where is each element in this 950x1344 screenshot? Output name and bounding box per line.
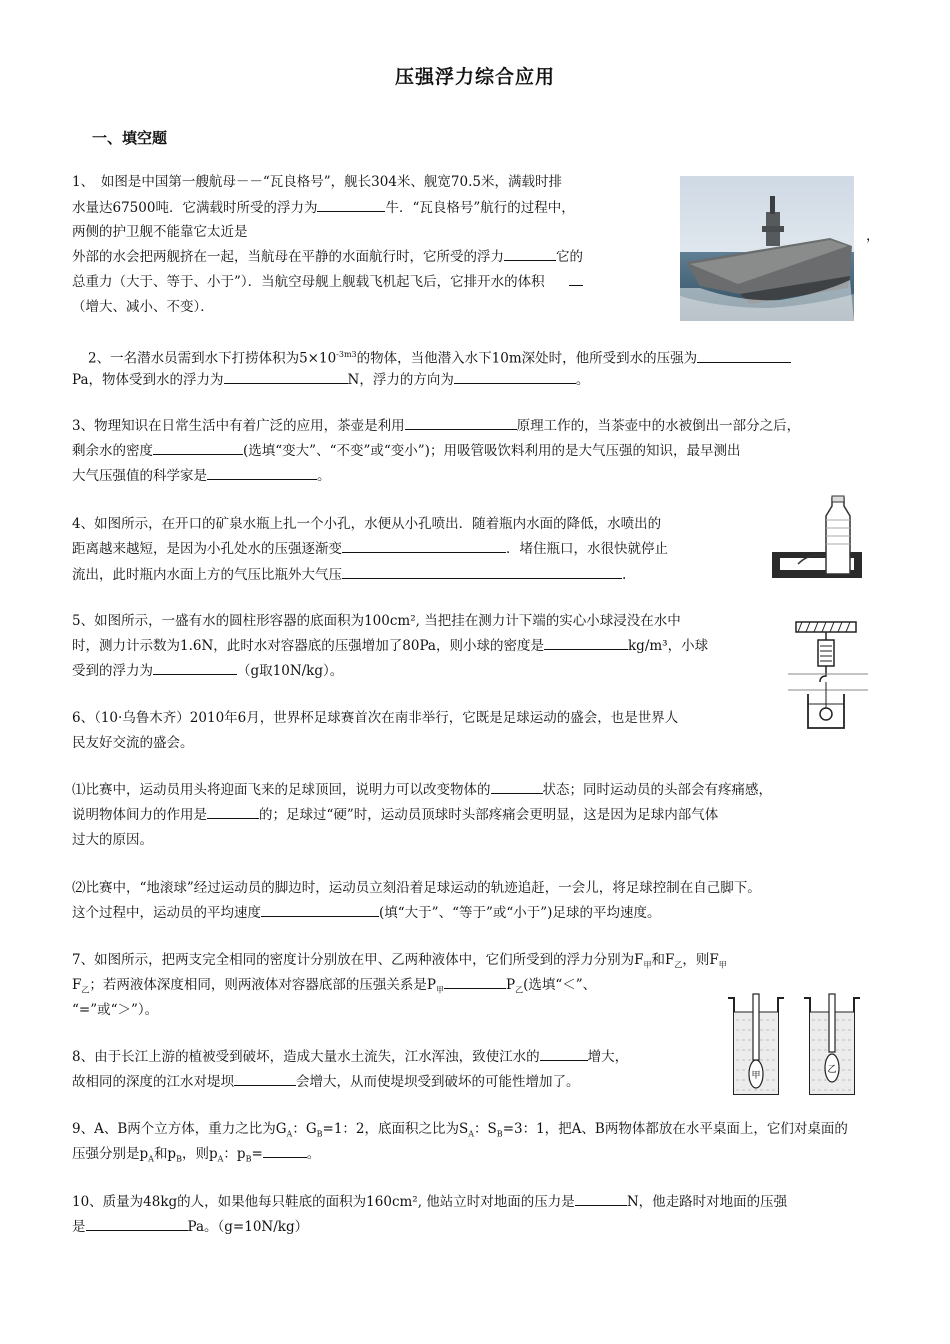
answer-blank[interactable]	[263, 1143, 307, 1158]
q6-line-2: 民友好交流的盛会。	[72, 735, 194, 751]
answer-blank[interactable]	[454, 369, 576, 384]
q3-line-1: 3、物理知识在日常生活中有着广泛的应用，茶壶是利用 原理工作的，当茶壶中的水被倒出一部分之后，	[72, 414, 800, 438]
q6-part-1-line-3: 过大的原因。	[72, 832, 153, 848]
answer-blank[interactable]	[342, 564, 622, 579]
page-title: 压强浮力综合应用	[394, 66, 555, 88]
aircraft-carrier-photo	[680, 176, 854, 321]
q1-line-3: 两侧的护卫舰不能靠它太近是	[72, 224, 248, 240]
answer-blank[interactable]	[540, 1046, 588, 1061]
q6-part-1-line-1: ⑴比赛中，运动员用头将迎面飞来的足球顶回，说明力可以改变物体的 状态；同时运动员的头部会有疼痛感，	[72, 778, 772, 802]
answer-blank[interactable]	[207, 465, 317, 480]
answer-blank[interactable]	[234, 1071, 296, 1086]
q2-line-2: Pa，物体受到水的浮力为 N，浮力的方向为 。	[72, 368, 589, 392]
q8-line-1: 8、由于长江上游的植被受到破坏，造成大量水土流失，江水浑浊，致使江水的 增大，	[72, 1045, 628, 1069]
answer-blank[interactable]	[491, 779, 543, 794]
container-label-b: 乙	[827, 1065, 837, 1075]
q9-line-1: 9、A、B两个立方体，重力之比为$G_A$：$G_B=1$：2，底面积之比为$S_A$：$S_B=3$：1，把A、B两物体都放在水平桌面上，它们对桌面的	[72, 1121, 848, 1139]
q1-line-4: 外部的水会把两舰挤在一起，当航母在平静的水面航行时，它所受的浮力 它的	[72, 245, 583, 269]
answer-blank[interactable]	[575, 1191, 627, 1206]
answer-blank[interactable]	[153, 440, 243, 455]
q5-line-3: 受到的浮力为 （g取10N/kg）。	[72, 659, 343, 683]
q4-line-3: 流出，此时瓶内水面上方的气压比瓶外大气压 .	[72, 563, 626, 587]
answer-blank[interactable]	[317, 197, 385, 212]
q10-line-1: 10、质量为48kg的人，如果他每只鞋底的面积为160cm², 他站立时对地面的压力是 N，他走路时对地面的压强	[72, 1190, 787, 1214]
answer-blank[interactable]	[697, 348, 791, 363]
q2-line-1: 2、一名潜水员需到水下打捞体积为$5\times 10^{-3m3}$的物体，当他潜入水下10m深处时，他所受到水的压强为	[88, 343, 791, 371]
q4-line-1: 4、如图所示，在开口的矿泉水瓶上扎一个小孔，水便从小孔喷出．随着瓶内水面的降低，水喷出的	[72, 516, 662, 532]
q1-comma: ，	[866, 228, 880, 244]
q1-line-6: （增大、减小、不变）．	[72, 299, 214, 315]
q1-line-2: 水量达67500吨．它满载时所受的浮力为 牛．“瓦良格号”航行的过程中，	[72, 196, 575, 220]
q5-line-1: 5、如图所示，一盛有水的圆柱形容器的底面积为100cm², 当把挂在测力计下端的实心小球浸没在水中	[72, 613, 681, 629]
q9-line-2: 压强分别是$p_A$和$p_B$，则$p_A$：$p_B=$ 。	[72, 1142, 320, 1172]
q1-line-5: 总重力（大于、等于、小于”）．当航空母舰上舰载飞机起飞后，它排开水的体积	[72, 270, 583, 294]
answer-blank[interactable]	[224, 369, 348, 384]
q6-part-2-line-2: 这个过程中，运动员的平均速度 (填“大于”、“等于”或“小于”)足球的平均速度。	[72, 901, 660, 925]
water-bottle-figure	[770, 494, 866, 582]
answer-blank[interactable]	[544, 635, 628, 650]
q6-line-1: 6、（10·乌鲁木齐）2010年6月，世界杯足球赛首次在南非举行，它既是足球运动的盛会，也是世界人	[72, 710, 679, 726]
spring-scale-figure	[788, 620, 868, 732]
q7-line-2: $F_乙$；若两液体深度相同，则两液体对容器底部的压强关系是$P_甲$ $P_乙$(选填“＜”、	[72, 973, 596, 1003]
hydrometer-containers-figure	[722, 990, 872, 1102]
answer-blank[interactable]	[504, 246, 556, 261]
q3-line-3: 大气压强值的科学家是 。	[72, 464, 331, 488]
q6-part-2-line-1: ⑵比赛中，“地滚球”经过运动员的脚边时，运动员立刻沿着足球运动的轨迹追赶，一会儿，将足球控制在自己脚下。	[72, 880, 761, 896]
q6-part-1-line-2: 说明物体间力的作用是 的；足球过“硬”时，运动员顶球时头部疼痛会更明显，这是因为足球内部气体	[72, 803, 718, 827]
answer-blank[interactable]	[86, 1216, 188, 1231]
answer-blank[interactable]	[207, 804, 259, 819]
q1-line-1: 1、 如图是中国第一艘航母－－“瓦良格号”，舰长304米、舰宽70.5米，满载时排	[72, 174, 562, 190]
q4-line-2: 距离越来越短，是因为小孔处水的压强逐渐变 ．堵住瓶口，水很快就停止	[72, 537, 668, 561]
answer-blank[interactable]	[405, 415, 517, 430]
answer-blank[interactable]	[444, 974, 506, 989]
section-heading: 一、填空题	[92, 129, 168, 147]
container-label-a: 甲	[751, 1071, 761, 1081]
q10-line-2: 是 Pa。（g=10N/kg）	[72, 1215, 308, 1239]
answer-blank[interactable]	[153, 660, 237, 675]
q7-line-3: “=”或“＞”）。	[72, 1002, 159, 1018]
answer-blank[interactable]	[261, 902, 379, 917]
q7-line-1: 7、如图所示，把两支完全相同的密度计分别放在甲、乙两种液体中，它们所受到的浮力分别为$F_甲$和$F_乙$，则$F_甲$	[72, 952, 727, 970]
q8-line-2: 故相同的深度的江水对堤坝 会增大，从而使堤坝受到破坏的可能性增加了。	[72, 1070, 580, 1094]
q3-line-2: 剩余水的密度 (选填“变大”、“不变”或“变小”)；用吸管吸饮料利用的是大气压强的知识，最早测出	[72, 439, 740, 463]
answer-blank[interactable]	[342, 538, 506, 553]
q5-line-2: 时，测力计示数为1.6N，此时水对容器底的压强增加了80Pa，则小球的密度是 kg/m³，小球	[72, 634, 708, 658]
answer-blank[interactable]	[569, 271, 583, 286]
